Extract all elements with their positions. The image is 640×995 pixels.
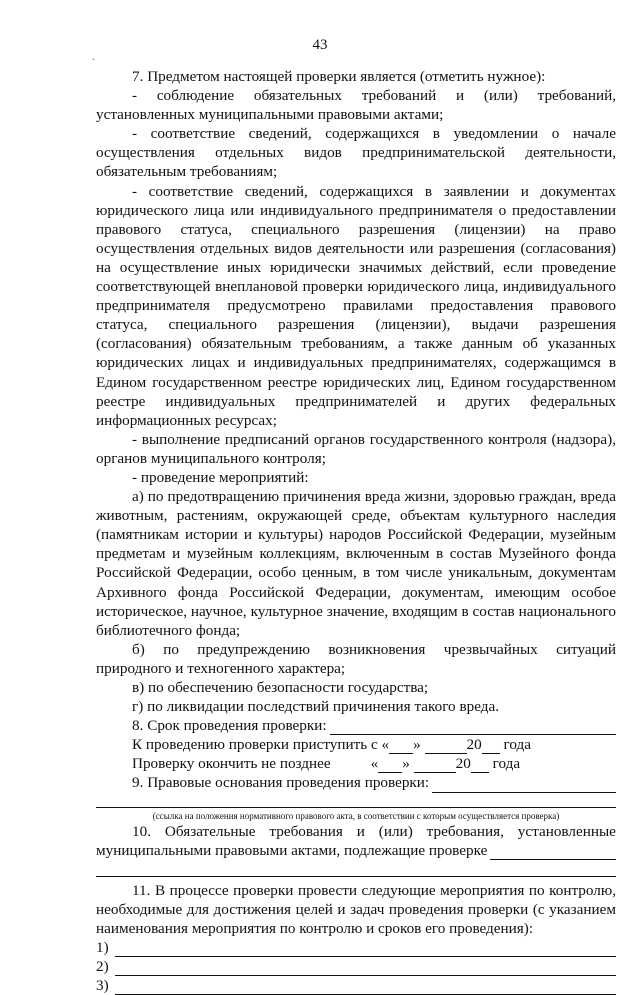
item7-bullet-2: - соответствие сведений, содержащихся в уведомлении о начале осуществления отдельных видов предпринимательской деятельности, обязательным требованиям;: [96, 125, 616, 181]
year-prefix: 20: [455, 755, 471, 773]
item10-word: требования: [269, 822, 343, 840]
item11-line-3: [96, 976, 616, 995]
quote-close: »: [413, 736, 421, 754]
item11-measure-2-field[interactable]: [115, 960, 616, 976]
item7-bullet-1: - соблюдение обязательных требований и (или) требований, установленных муниципальными правовыми актами;: [96, 87, 616, 124]
start-day-field[interactable]: [389, 739, 413, 754]
start-month-field[interactable]: [425, 739, 467, 754]
item10-row-2: [96, 841, 616, 860]
page-number: 43: [312, 37, 328, 53]
quote-open: «: [370, 755, 379, 773]
item11-num: 2): [96, 958, 109, 976]
end-day-field[interactable]: [378, 758, 402, 773]
item10-word: (или): [378, 822, 413, 840]
item7-sub-g: г) по ликвидации последствий причинения такого вреда.: [132, 698, 500, 716]
item7-bullet-4: - выполнение предписаний органов государственного контроля (надзора), органов муниципального контроля;: [96, 430, 616, 467]
item7-sub-v: в) по обеспечению безопасности государства;: [132, 679, 429, 696]
end-month-field[interactable]: [414, 758, 456, 773]
item10-row-1: [96, 822, 616, 841]
item9-note: (ссылка на положения нормативного правового акта, в соответствии с которым осуществляется проверка): [152, 810, 560, 821]
start-year-field[interactable]: [482, 739, 500, 754]
item8-start-label: К проведению проверки приступить с: [132, 736, 378, 754]
margin-mark: .: [92, 52, 95, 63]
quote-open: «: [381, 736, 390, 754]
item8-heading-row: [96, 716, 616, 735]
item11-line-1: [96, 938, 616, 957]
item8-period-field[interactable]: [330, 719, 616, 735]
item10-word: Обязательные: [164, 822, 256, 840]
item10-line2: муниципальными правовыми актами, подлежащие проверке: [96, 841, 488, 859]
item9-basis-line[interactable]: [96, 793, 616, 808]
item7-sub-b: б) по предупреждению возникновения чрезвычайных ситуаций природного и техногенного характера;: [96, 640, 616, 677]
item9-basis-field[interactable]: [432, 777, 616, 793]
item10-word: требования,: [426, 822, 504, 840]
item8-heading: 8. Срок проведения проверки:: [132, 717, 327, 735]
item11-num: 1): [96, 939, 109, 957]
item10-word: 10.: [132, 822, 151, 840]
item10-requirements-line[interactable]: [96, 860, 616, 877]
item7-heading: 7. Предметом настоящей проверки является (отметить нужное):: [132, 68, 546, 85]
quote-close: »: [402, 755, 410, 773]
item7-sub-a: а) по предотвращению причинения вреда жизни, здоровью граждан, вреда животным, растениям, окружающей среде, объектам культурного наследия (памятникам истории и культуры) народов Российской Федерации, музейным предметам и музейным коллекциям, включенным в состав Музейного фонда Российской Федерации, особо ценным, в том числе уникальным, документам Архивного фонда Российской Федерации, документам, имеющим особое историческое, научное, культурное значение, входящим в состав национального библиотечного фонда;: [96, 488, 616, 639]
item7-bullet-5: - проведение мероприятий:: [132, 468, 309, 486]
year-suffix: года: [503, 736, 531, 754]
item8-start-row: [96, 735, 616, 754]
document-body: [96, 67, 616, 995]
item8-end-label: Проверку окончить не позднее: [132, 755, 331, 773]
item10-word: и: [356, 822, 365, 840]
item11-line-2: [96, 957, 616, 976]
item11-measure-1-field[interactable]: [115, 941, 616, 957]
item11-measure-3-field[interactable]: [115, 979, 616, 995]
item10-requirements-field[interactable]: [490, 844, 616, 860]
item10-word: установленные: [517, 822, 616, 840]
item7-bullet-3: - соответствие сведений, содержащихся в заявлении и документах юридического лица или индивидуального предпринимателя о предоставлении правового статуса, специального разрешения (лицензии) на право осуществления отдельных видов деятельности или разрешения (согласования) на осуществление иных юридически значимых действий, если проведение соответствующей внеплановой проверки юридического лица, индивидуального предпринимателя предусмотрено правилами предоставления правового статуса, специального разрешения (лицензии), выдачи разрешения (согласования) обязательным требованиям, а также данным об указанных юридических лицах и индивидуальных предпринимателях, содержащимся в Едином государственном реестре юридических лиц, Едином государственном реестре индивидуальных предпринимателей и других федеральных информационных ресурсах;: [96, 182, 616, 429]
year-prefix: 20: [466, 736, 482, 754]
item11-num: 3): [96, 977, 109, 995]
item11-text: 11. В процессе проверки провести следующие мероприятия по контролю, необходимые для достижения целей и задач проведения проверки (с указанием наименования мероприятия по контролю и сроков его проведения):: [96, 881, 616, 937]
item9-heading: 9. Правовые основания проведения проверки:: [132, 774, 430, 792]
item8-end-row: [96, 754, 616, 773]
item9-heading-row: [96, 773, 616, 792]
end-year-field[interactable]: [471, 758, 489, 773]
year-suffix: года: [492, 755, 521, 773]
